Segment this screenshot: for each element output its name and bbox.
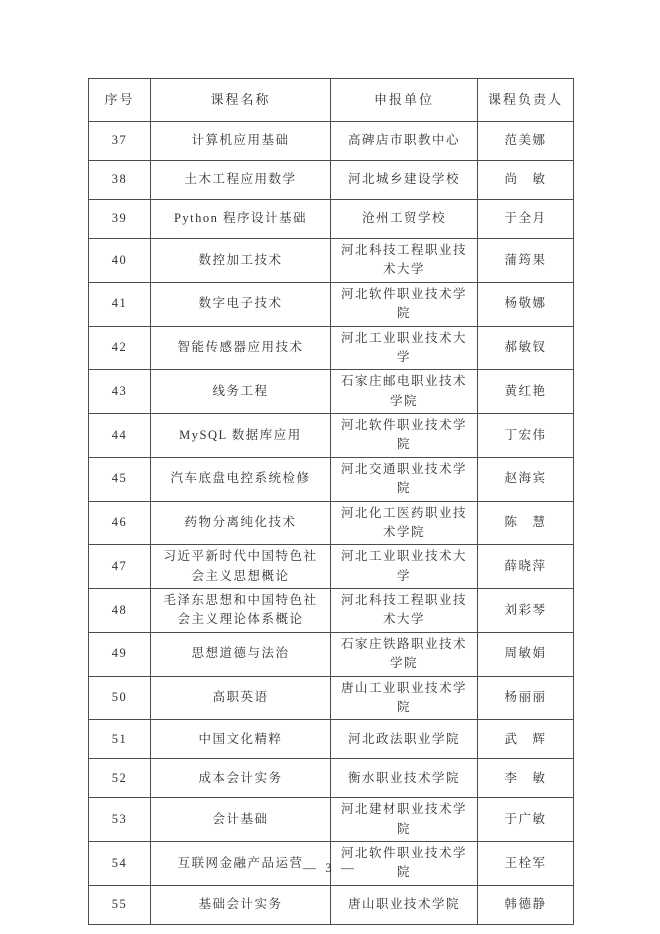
row-seq-cell: 44 [89,414,151,458]
table-row [89,632,574,676]
course-table [88,78,574,925]
table-row [89,200,574,239]
row-leader-cell: 陈 慧 [478,501,574,545]
row-course-cell: 土木工程应用数学 [151,161,331,200]
table-row [89,457,574,501]
row-unit-cell: 衡水职业技术学院 [331,759,478,798]
row-leader-cell: 周敏娟 [478,632,574,676]
row-unit-cell: 河北软件职业技术学院 [331,414,478,458]
row-unit-cell: 沧州工贸学校 [331,200,478,239]
table-row [89,720,574,759]
table-row [89,370,574,414]
row-seq-cell: 41 [89,282,151,326]
row-unit-cell: 河北化工医药职业技术学院 [331,501,478,545]
row-seq-cell: 50 [89,676,151,720]
row-leader-cell: 于全月 [478,200,574,239]
header-seq: 序号 [89,79,151,122]
row-unit-cell: 石家庄铁路职业技术学院 [331,632,478,676]
table-row [89,414,574,458]
row-course-cell: 数字电子技术 [151,282,331,326]
table-row [89,282,574,326]
row-leader-cell: 武 辉 [478,720,574,759]
row-course-cell: 线务工程 [151,370,331,414]
table-row [89,501,574,545]
row-leader-cell: 薛晓萍 [478,545,574,589]
row-leader-cell: 丁宏伟 [478,414,574,458]
row-seq-cell: 49 [89,632,151,676]
table-row [89,545,574,589]
row-leader-cell: 黄红艳 [478,370,574,414]
row-course-cell: 数控加工技术 [151,239,331,283]
row-leader-cell: 刘彩琴 [478,589,574,633]
header-row [89,79,574,122]
row-unit-cell: 河北工业职业技术大学 [331,326,478,370]
row-unit-cell: 河北科技工程职业技术大学 [331,589,478,633]
header-unit: 申报单位 [331,79,478,122]
table-row [89,676,574,720]
table-row [89,759,574,798]
row-seq-cell: 54 [89,842,151,886]
row-seq-cell: 39 [89,200,151,239]
row-course-cell: 中国文化精粹 [151,720,331,759]
row-course-cell: 高职英语 [151,676,331,720]
row-leader-cell: 蒲筠果 [478,239,574,283]
row-unit-cell: 河北科技工程职业技术大学 [331,239,478,283]
row-seq-cell: 42 [89,326,151,370]
row-course-cell: 基础会计实务 [151,885,331,924]
table-row [89,326,574,370]
row-course-cell: 习近平新时代中国特色社会主义思想概论 [151,545,331,589]
row-seq-cell: 51 [89,720,151,759]
table-row [89,161,574,200]
row-course-cell: 智能传感器应用技术 [151,326,331,370]
row-unit-cell: 高碑店市职教中心 [331,122,478,161]
table-row [89,589,574,633]
row-seq-cell: 43 [89,370,151,414]
row-leader-cell: 尚 敏 [478,161,574,200]
row-course-cell: 计算机应用基础 [151,122,331,161]
row-seq-cell: 48 [89,589,151,633]
row-unit-cell: 唐山工业职业技术学院 [331,676,478,720]
row-seq-cell: 45 [89,457,151,501]
row-course-cell: Python 程序设计基础 [151,200,331,239]
table-row [89,239,574,283]
row-course-cell: MySQL 数据库应用 [151,414,331,458]
row-unit-cell: 河北工业职业技术大学 [331,545,478,589]
row-leader-cell: 王栓军 [478,842,574,886]
row-course-cell: 成本会计实务 [151,759,331,798]
row-unit-cell: 河北建材职业技术学院 [331,798,478,842]
row-course-cell: 思想道德与法治 [151,632,331,676]
row-course-cell: 汽车底盘电控系统检修 [151,457,331,501]
row-leader-cell: 杨敬娜 [478,282,574,326]
row-seq-cell: 53 [89,798,151,842]
row-leader-cell: 范美娜 [478,122,574,161]
row-seq-cell: 38 [89,161,151,200]
row-seq-cell: 55 [89,885,151,924]
table-header [89,79,574,122]
row-unit-cell: 河北城乡建设学校 [331,161,478,200]
row-leader-cell: 于广敏 [478,798,574,842]
row-seq-cell: 37 [89,122,151,161]
header-course: 课程名称 [151,79,331,122]
row-course-cell: 药物分离纯化技术 [151,501,331,545]
row-leader-cell: 李 敏 [478,759,574,798]
row-leader-cell: 韩德静 [478,885,574,924]
row-seq-cell: 46 [89,501,151,545]
row-course-cell: 互联网金融产品运营 [151,842,331,886]
row-unit-cell: 河北软件职业技术学院 [331,282,478,326]
row-course-cell: 毛泽东思想和中国特色社会主义理论体系概论 [151,589,331,633]
row-unit-cell: 河北交通职业技术学院 [331,457,478,501]
row-leader-cell: 赵海宾 [478,457,574,501]
row-unit-cell: 唐山职业技术学院 [331,885,478,924]
table-row [89,122,574,161]
row-unit-cell: 石家庄邮电职业技术学院 [331,370,478,414]
row-leader-cell: 郝敏钗 [478,326,574,370]
row-seq-cell: 47 [89,545,151,589]
row-leader-cell: 杨丽丽 [478,676,574,720]
row-unit-cell: 河北政法职业学院 [331,720,478,759]
row-seq-cell: 52 [89,759,151,798]
row-course-cell: 会计基础 [151,798,331,842]
table-body [89,122,574,925]
table-row [89,885,574,924]
row-unit-cell: 河北软件职业技术学院 [331,842,478,886]
row-seq-cell: 40 [89,239,151,283]
table-row [89,798,574,842]
header-leader: 课程负责人 [478,79,574,122]
page-number: — 3 — [303,860,357,875]
